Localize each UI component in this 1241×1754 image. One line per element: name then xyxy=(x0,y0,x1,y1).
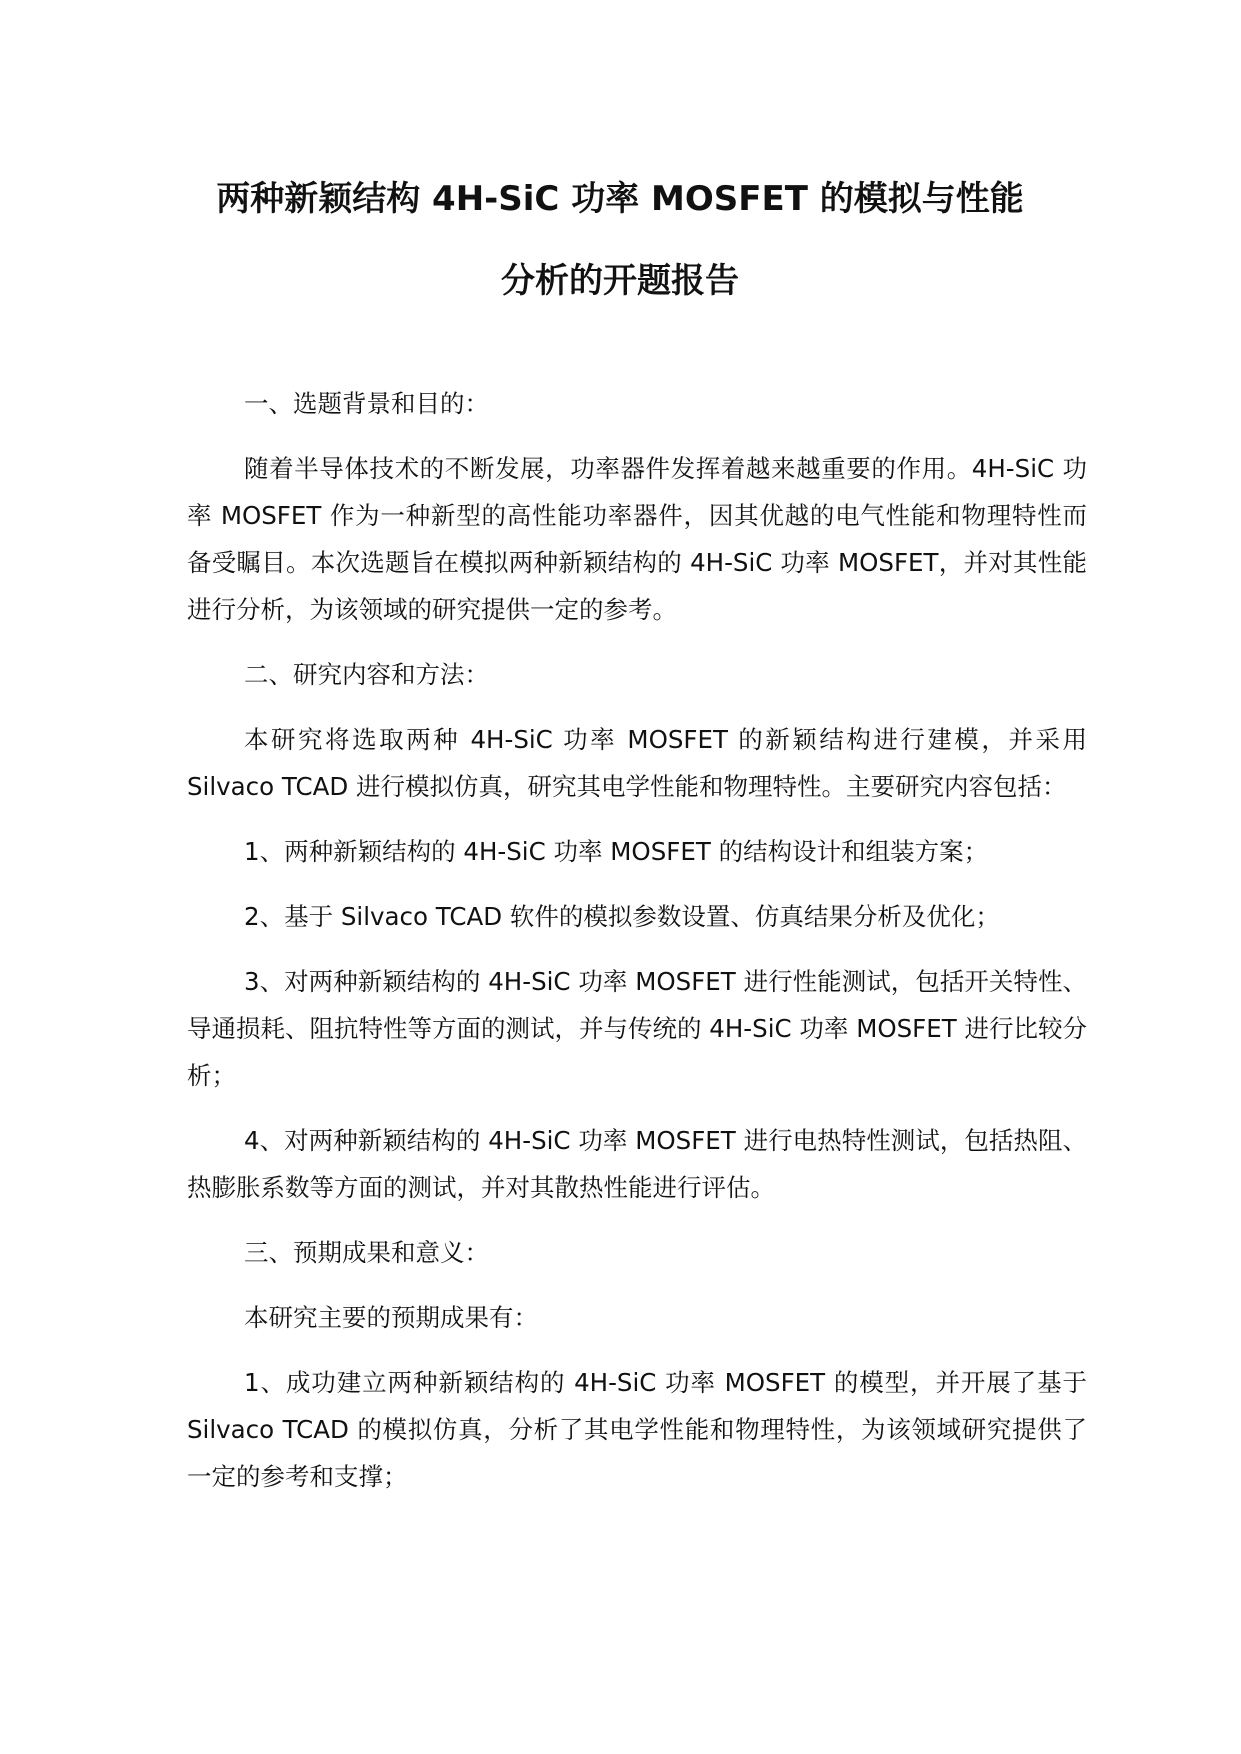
paragraph-content-intro: 本研究将选取两种 4H-SiC 功率 MOSFET 的新颖结构进行建模，并采用 Silvaco TCAD 进行模拟仿真，研究其电学性能和物理特性。主要研究内容包括： xyxy=(187,725,1087,801)
section-heading-outcomes: 三、预期成果和意义： xyxy=(244,1238,489,1267)
section-heading-content: 二、研究内容和方法： xyxy=(244,660,489,689)
list-item-content-1: 1、两种新颖结构的 4H-SiC 功率 MOSFET 的结构设计和组装方案； xyxy=(244,837,989,866)
title-line-1: 两种新颖结构 4H-SiC 功率 MOSFET 的模拟与性能 xyxy=(216,179,1024,219)
list-item-content-3: 3、对两种新颖结构的 4H-SiC 功率 MOSFET 进行性能测试，包括开关特性、导通损耗、阻抗特性等方面的测试，并与传统的 4H-SiC 功率 MOSFET 进行比较分析； xyxy=(187,967,1087,1090)
list-item-content-2: 2、基于 Silvaco TCAD 软件的模拟参数设置、仿真结果分析及优化； xyxy=(244,902,1000,931)
list-item-content-4: 4、对两种新颖结构的 4H-SiC 功率 MOSFET 进行电热特性测试，包括热阻、热膨胀系数等方面的测试，并对其散热性能进行评估。 xyxy=(187,1126,1087,1202)
document-title xyxy=(140,175,1100,305)
document-body xyxy=(187,380,1087,1518)
paragraph-outcomes-intro: 本研究主要的预期成果有： xyxy=(244,1303,538,1332)
title-line-2: 分析的开题报告 xyxy=(501,261,739,301)
paragraph-background: 随着半导体技术的不断发展，功率器件发挥着越来越重要的作用。4H-SiC 功率 MOSFET 作为一种新型的高性能功率器件，因其优越的电气性能和物理特性而备受瞩目。本次选题旨在模拟两种新颖结构的 4H-SiC 功率 MOSFET，并对其性能进行分析，为该领域的研究提供一定的参考。 xyxy=(187,454,1087,624)
list-item-outcome-1: 1、成功建立两种新颖结构的 4H-SiC 功率 MOSFET 的模型，并开展了基于 Silvaco TCAD 的模拟仿真，分析了其电学性能和物理特性，为该领域研究提供了一定的参考和支撑； xyxy=(187,1368,1087,1491)
section-heading-background: 一、选题背景和目的： xyxy=(244,389,489,418)
